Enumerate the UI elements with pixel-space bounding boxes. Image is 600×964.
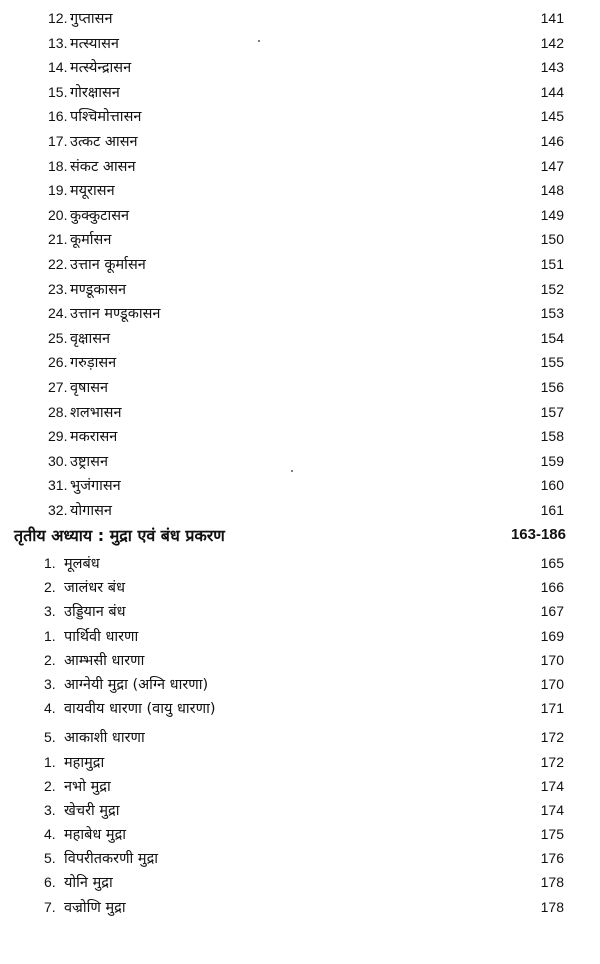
entry-number: 16. — [48, 108, 68, 125]
entry-title: महामुद्रा — [64, 754, 105, 771]
entry-page: 171 — [540, 700, 564, 717]
toc-entry — [0, 351, 600, 376]
toc-entry — [0, 56, 600, 81]
entry-page: 142 — [540, 34, 564, 51]
entry-page: 170 — [540, 651, 564, 668]
toc-entry — [0, 697, 600, 721]
toc-entry — [0, 401, 600, 426]
entry-title: उत्कट आसन — [70, 133, 138, 150]
entry-number: 3. — [44, 603, 56, 620]
entry-title: आम्भसी धारणा — [64, 652, 145, 669]
entry-number: 29. — [48, 428, 68, 445]
entry-title: मकरासन — [70, 429, 118, 446]
entry-page: 155 — [540, 354, 564, 371]
entry-page: 158 — [540, 428, 564, 445]
toc-entry — [0, 799, 600, 823]
entry-title: मत्स्यासन — [70, 35, 119, 52]
entry-number: 1. — [44, 753, 56, 770]
entry-number: 31. — [48, 477, 68, 494]
entry-number: 17. — [48, 132, 68, 149]
entry-number: 32. — [48, 501, 68, 518]
entry-number: 18. — [48, 157, 68, 174]
entry-page: 174 — [540, 801, 564, 818]
entry-page: 148 — [540, 182, 564, 199]
toc-entry — [0, 499, 600, 524]
entry-page: 156 — [540, 378, 564, 395]
entry-title: उड्डियान बंध — [64, 604, 126, 621]
entry-title: संकट आसन — [70, 158, 136, 175]
toc-entry — [0, 204, 600, 229]
toc-entry — [0, 7, 600, 32]
entry-title: योगासन — [70, 502, 112, 519]
toc-entry — [0, 871, 600, 895]
entry-page: 154 — [540, 329, 564, 346]
entry-page: 176 — [540, 850, 564, 867]
entry-title: मूलबंध — [64, 556, 100, 572]
toc-entry — [0, 130, 600, 155]
entry-page: 159 — [540, 452, 564, 469]
entry-number: 27. — [48, 378, 68, 395]
entry-page: 157 — [540, 403, 564, 420]
entry-number: 15. — [48, 83, 68, 100]
entry-number: 21. — [48, 231, 68, 248]
toc-entry — [0, 775, 600, 799]
toc-entry — [0, 81, 600, 106]
entry-page: 149 — [540, 206, 564, 223]
entry-page: 166 — [540, 579, 564, 596]
entry-page: 174 — [540, 777, 564, 794]
entry-page: 165 — [540, 555, 564, 571]
entry-number: 14. — [48, 59, 68, 76]
toc-entry — [0, 302, 600, 327]
toc-entry — [0, 751, 600, 775]
entry-title: विपरीतकरणी मुद्रा — [64, 851, 159, 868]
toc-entry — [0, 673, 600, 697]
toc-entry — [0, 649, 600, 673]
toc-entry — [0, 105, 600, 130]
entry-number: 1. — [44, 627, 56, 644]
entry-page: 178 — [540, 898, 564, 915]
entry-page: 169 — [540, 627, 564, 644]
toc-entry — [0, 376, 600, 401]
entry-title: वृक्षासन — [70, 330, 111, 347]
entry-number: 3. — [44, 675, 56, 692]
toc-entry — [0, 450, 600, 475]
entry-number: 25. — [48, 329, 68, 346]
entry-title: वृषासन — [70, 379, 109, 396]
entry-page: 172 — [540, 729, 564, 746]
toc-entry — [0, 474, 600, 499]
toc-entry — [0, 155, 600, 180]
entry-number: 20. — [48, 206, 68, 223]
toc-entry — [0, 600, 600, 624]
toc-entry — [0, 253, 600, 278]
entry-page: 167 — [540, 603, 564, 620]
chapter-title: तृतीय अध्याय : मुद्रा एवं बंध प्रकरण — [14, 526, 225, 545]
toc-entry — [0, 228, 600, 253]
entry-number: 5. — [44, 850, 56, 867]
entry-title: शलभासन — [70, 404, 122, 421]
entry-number: 12. — [48, 10, 68, 26]
entry-number: 6. — [44, 874, 56, 891]
entry-title: नभो मुद्रा — [64, 778, 111, 795]
print-speck — [291, 470, 293, 472]
entry-number: 4. — [44, 700, 56, 717]
toc-entry — [0, 552, 600, 576]
entry-page: 146 — [540, 132, 564, 149]
entry-number: 13. — [48, 34, 68, 51]
toc-entry — [0, 327, 600, 352]
entry-page: 161 — [540, 501, 564, 518]
entry-title: मत्स्येन्द्रासन — [70, 60, 132, 77]
entry-number: 2. — [44, 651, 56, 668]
entry-number: 24. — [48, 305, 68, 322]
entry-number: 30. — [48, 452, 68, 469]
entry-title: कुक्कुटासन — [70, 207, 130, 224]
entry-title: महाबेध मुद्रा — [64, 827, 127, 844]
entry-title: उत्तान मण्डूकासन — [70, 306, 161, 323]
toc-entry — [0, 823, 600, 847]
entry-page: 160 — [540, 477, 564, 494]
toc-entry — [0, 179, 600, 204]
entry-title: खेचरी मुद्रा — [64, 802, 120, 819]
entry-title: पश्चिमोत्तासन — [70, 109, 142, 126]
toc-entry — [0, 896, 600, 920]
entry-number: 23. — [48, 280, 68, 297]
entry-title: वायवीय धारणा (वायु धारणा) — [64, 701, 216, 718]
entry-number: 19. — [48, 182, 68, 199]
entry-title: कूर्मासन — [70, 232, 112, 249]
entry-title: पार्थिवी धारणा — [64, 628, 139, 645]
chapter-page-range: 163-186 — [510, 526, 566, 543]
entry-page: 143 — [540, 59, 564, 76]
entry-number: 1. — [44, 555, 56, 571]
entry-number: 2. — [44, 777, 56, 794]
entry-title: आकाशी धारणा — [64, 730, 145, 747]
entry-page: 141 — [540, 10, 564, 26]
entry-page: 151 — [540, 255, 564, 272]
entry-title: योनि मुद्रा — [64, 875, 113, 892]
entry-title: जालंधर बंध — [64, 580, 125, 597]
entry-title: उष्ट्रासन — [70, 453, 109, 470]
entry-number: 22. — [48, 255, 68, 272]
entry-title: मयूरासन — [70, 183, 115, 200]
entry-title: उत्तान कूर्मासन — [70, 256, 146, 273]
chapter-heading — [14, 524, 566, 548]
entry-number: 26. — [48, 354, 68, 371]
toc-entry — [0, 847, 600, 871]
entry-page: 178 — [540, 874, 564, 891]
entry-page: 145 — [540, 108, 564, 125]
entry-number: 2. — [44, 579, 56, 596]
toc-entry — [0, 278, 600, 303]
entry-page: 170 — [540, 675, 564, 692]
entry-title: मण्डूकासन — [70, 281, 127, 298]
entry-page: 175 — [540, 826, 564, 843]
entry-page: 172 — [540, 753, 564, 770]
mudra-bandha-entry-list — [0, 552, 600, 920]
entry-number: 3. — [44, 801, 56, 818]
toc-entry — [0, 625, 600, 649]
print-speck — [258, 40, 260, 42]
asana-entry-list — [0, 7, 600, 523]
entry-title: वज्रोणि मुद्रा — [64, 899, 126, 916]
entry-page: 144 — [540, 83, 564, 100]
entry-title: गरुड़ासन — [70, 355, 117, 372]
entry-number: 28. — [48, 403, 68, 420]
entry-page: 147 — [540, 157, 564, 174]
toc-entry — [0, 576, 600, 600]
entry-page: 153 — [540, 305, 564, 322]
entry-title: भुजंगासन — [70, 478, 121, 495]
toc-entry — [0, 32, 600, 57]
toc-entry — [0, 726, 600, 750]
entry-page: 152 — [540, 280, 564, 297]
entry-page: 150 — [540, 231, 564, 248]
entry-title: आग्नेयी मुद्रा (अग्नि धारणा) — [64, 676, 209, 693]
entry-title: गुप्तासन — [70, 11, 113, 27]
entry-number: 4. — [44, 826, 56, 843]
entry-title: गोरक्षासन — [70, 84, 120, 101]
entry-number: 7. — [44, 898, 56, 915]
toc-entry — [0, 425, 600, 450]
entry-number: 5. — [44, 729, 56, 746]
